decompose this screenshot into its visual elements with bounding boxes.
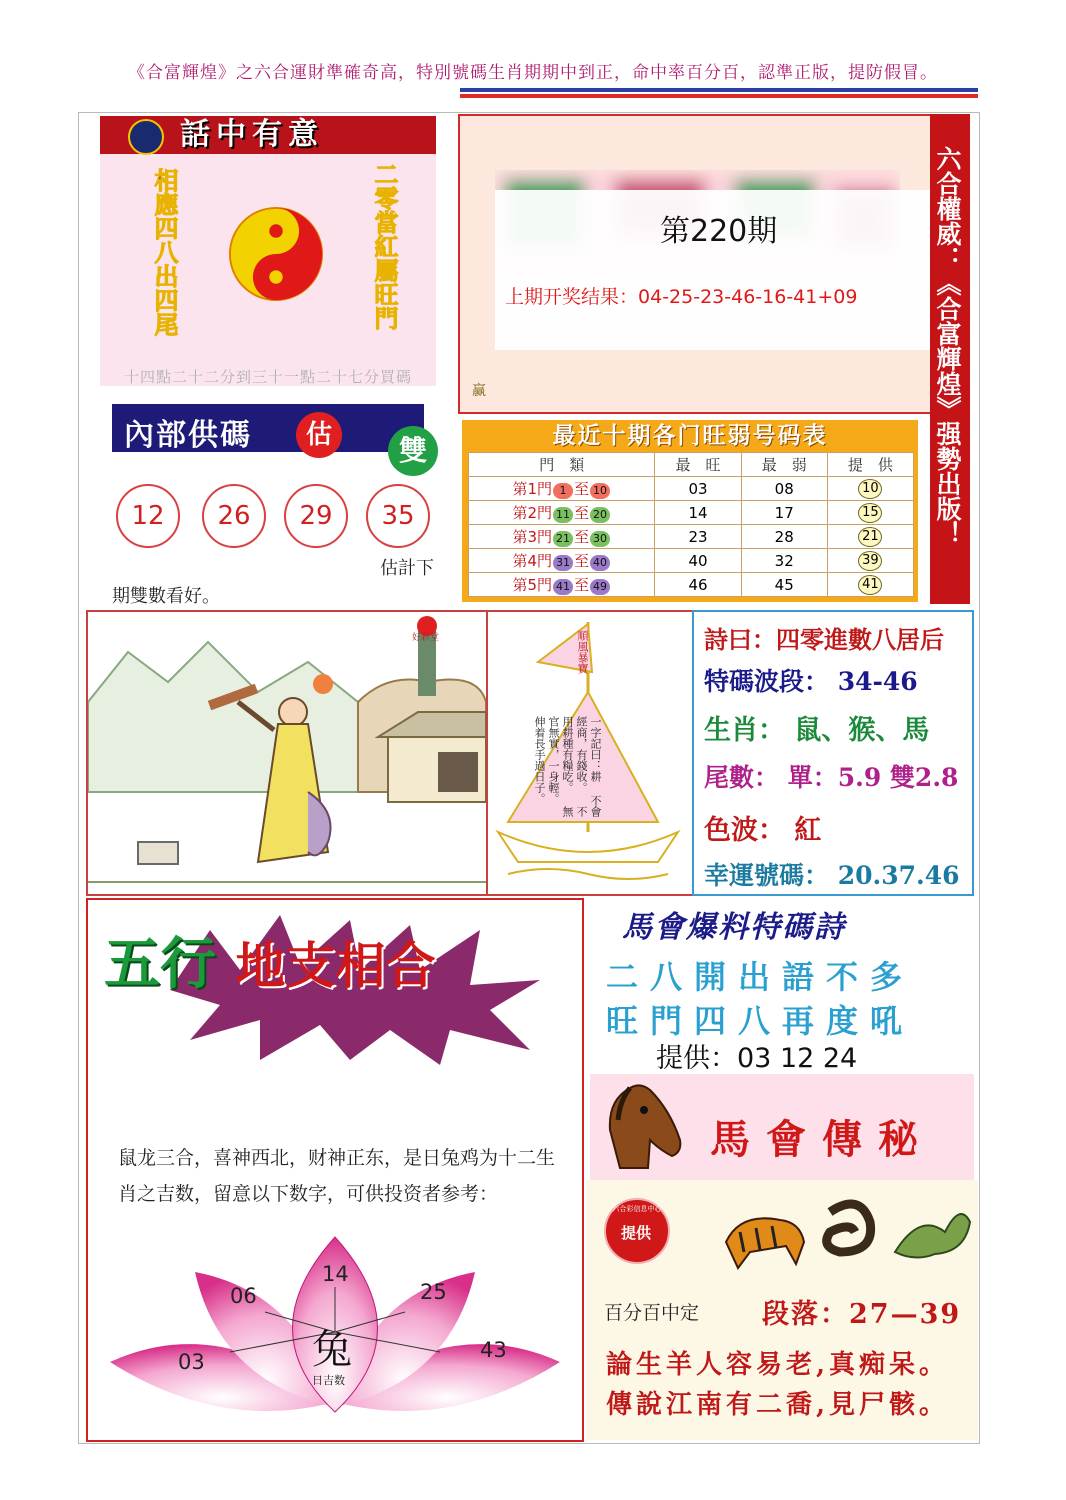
verse-line: 論生羊人容易老,真痴呆。 (606, 1350, 950, 1380)
door-label: 第4門 (512, 552, 552, 570)
color-value: 紅 (794, 815, 822, 846)
range-to: 49 (590, 579, 610, 595)
poem-line: 詩曰：四零進數八居后 (704, 625, 944, 654)
zodiac-row (704, 708, 929, 747)
provide-cell (827, 477, 913, 501)
lotus-number: 14 (322, 1262, 349, 1286)
range-from: 1 (553, 483, 573, 499)
sail-poem-line: 不會經商，有錢收。 (575, 716, 602, 817)
estimate-note-2: 期雙數看好。 (112, 586, 220, 607)
provide-value: 10 (858, 479, 882, 499)
badge-double: 雙 (388, 426, 438, 476)
sail-poem-line: 一字記曰：耕 (589, 716, 602, 782)
table-header: 門 類 (469, 453, 655, 477)
table-row (469, 501, 914, 525)
wuxing-text: 鼠龙三合，喜神西北，财神正东，是日兔鸡为十二生肖之吉数，留意以下数字，可供投资者参考： (118, 1147, 556, 1205)
club-poem-provide: 提供：03 12 24 (656, 1043, 858, 1074)
range-from: 11 (553, 507, 573, 523)
tail-value: 單：5.9 雙2.8 (787, 763, 959, 792)
hint-right-column: 二零當紅屬旺門 (370, 162, 399, 330)
club-secret-title: 馬會傳秘 (710, 1116, 934, 1163)
issue-number: 第220期 (660, 214, 778, 249)
min-cell: 08 (741, 477, 827, 501)
club-poem-line: 二八開出語不多 (606, 958, 915, 996)
range-to: 20 (590, 507, 610, 523)
table-row (469, 573, 914, 597)
hint-left-column: 相應四八出四尾 (150, 168, 179, 336)
sail-poem-line: 不用耕種有糧吃。 (561, 716, 588, 817)
yin-yang-icon (228, 206, 324, 302)
max-cell: 46 (655, 573, 741, 597)
sure-text: 百分百中定 (604, 1302, 700, 1324)
table-header-row (469, 453, 914, 477)
provide-cell (827, 525, 913, 549)
door-cell (469, 525, 655, 549)
last-result-label: 上期开奖结果： (505, 286, 639, 308)
logo-icon (128, 119, 164, 155)
range-to: 10 (590, 483, 610, 499)
win-char: 赢 (472, 383, 486, 399)
club-poem-line: 旺門四八再度吼 (606, 1002, 915, 1040)
sail-panel (486, 610, 694, 896)
tail-row (704, 758, 958, 794)
min-cell: 45 (741, 573, 827, 597)
wuxing-title (104, 920, 436, 1000)
sail-poem (532, 716, 602, 826)
seal-text: 提供 (620, 1224, 651, 1242)
wave-row (704, 662, 918, 698)
badge-single: 單 (345, 404, 375, 439)
max-cell: 03 (655, 477, 741, 501)
supply-number: 26 (202, 484, 266, 548)
sail-poem-line: 無官無實，一身輕。 (547, 716, 574, 817)
supply-number: 12 (116, 484, 180, 548)
hint-title: 話中有意 (180, 117, 324, 152)
door-label: 第3門 (512, 528, 552, 546)
supply-number: 29 (284, 484, 348, 548)
range-from: 41 (553, 579, 573, 595)
color-label: 色波： (704, 815, 785, 846)
table-header: 最 旺 (655, 453, 741, 477)
lotus-number: 43 (480, 1338, 507, 1362)
provide-cell (827, 573, 913, 597)
picture-seal: 好彩堂 (412, 633, 440, 643)
lucky-row (704, 856, 960, 892)
seal-ring: 六合彩信息中心 (612, 1205, 662, 1213)
side-banner-text: 六合權威：《合富輝煌》强勢出版！ (933, 146, 962, 546)
range-from: 31 (553, 555, 573, 571)
supply-number: 35 (366, 484, 430, 548)
zodiac-label: 生肖： (704, 715, 785, 746)
table-row (469, 525, 914, 549)
lotus-number: 06 (230, 1284, 257, 1308)
lucky-value: 20.37.46 (837, 861, 960, 890)
provide-value: 15 (858, 503, 882, 523)
verse-line: 傳說江南有二喬,見尸骸。 (606, 1390, 950, 1420)
max-cell: 14 (655, 501, 741, 525)
max-cell: 23 (655, 525, 741, 549)
illustration-panel (86, 610, 488, 896)
range-to-char: 至 (573, 528, 589, 546)
range-to: 40 (590, 555, 610, 571)
provide-cell (827, 501, 913, 525)
range-from: 21 (553, 531, 573, 547)
wuxing-title-a: 五行 (104, 931, 216, 997)
provide-value: 21 (858, 527, 882, 547)
lotus-number: 03 (178, 1350, 205, 1374)
wuxing-title-b: 地支相合 (235, 936, 436, 995)
table-row (469, 477, 914, 501)
min-cell: 28 (741, 525, 827, 549)
range-to-char: 至 (573, 504, 589, 522)
last-result-numbers: 04-25-23-46-16-41+09 (638, 286, 858, 308)
lotus-sub: 日吉数 (312, 1374, 345, 1387)
tail-label: 尾數： (704, 763, 780, 792)
table-row (469, 549, 914, 573)
door-cell (469, 501, 655, 525)
color-row (704, 808, 821, 847)
last-result (505, 282, 857, 309)
internal-title: 內部供碼 (124, 418, 252, 453)
zodiac-value: 鼠、猴、馬 (794, 715, 930, 746)
lucky-label: 幸運號碼： (704, 861, 830, 890)
horse-icon (600, 1080, 684, 1172)
table-header: 提 供 (827, 453, 913, 477)
club-poem-title: 馬會爆料特碼詩 (622, 910, 846, 945)
range-to-char: 至 (573, 576, 589, 594)
farmer-illustration (88, 612, 486, 894)
lotus-number: 25 (420, 1280, 447, 1304)
range-to-char: 至 (573, 480, 589, 498)
wave-value: 34-46 (837, 667, 918, 696)
segment-text: 段落：27—39 (762, 1299, 962, 1330)
zodiac-animals-illustration (720, 1192, 974, 1276)
provide-value: 41 (858, 575, 882, 595)
door-cell (469, 549, 655, 573)
range-to: 30 (590, 531, 610, 547)
sail-poem-line: 伸着長手過日子。 (533, 716, 546, 804)
table-header: 最 弱 (741, 453, 827, 477)
hint-footer: 十四點二十二分到三十一點二十七分買碼 (123, 368, 412, 386)
min-cell: 17 (741, 501, 827, 525)
door-table (468, 452, 914, 597)
door-cell (469, 477, 655, 501)
provide-cell (827, 549, 913, 573)
estimate-note-1: 估計下 (380, 558, 434, 579)
door-label: 第1門 (512, 480, 552, 498)
poem-panel (692, 610, 974, 896)
door-table-title: 最近十期各门旺弱号码表 (552, 422, 828, 449)
door-label: 第2門 (512, 504, 552, 522)
badge-estimate: 估 (296, 412, 342, 458)
sail-flag: 順風暴寶 (576, 630, 589, 674)
max-cell: 40 (655, 549, 741, 573)
range-to-char: 至 (573, 552, 589, 570)
header-notice: 《合富輝煌》之六合運財準確奇高，特別號碼生肖期期中到正，命中率百分百，認準正版，提防假冒。 (128, 63, 938, 83)
wave-label: 特碼波段： (704, 667, 830, 696)
lotus-center: 兔 (312, 1327, 352, 1373)
door-label: 第5門 (512, 576, 552, 594)
min-cell: 32 (741, 549, 827, 573)
header-stripes (460, 88, 978, 106)
provide-value: 39 (858, 551, 882, 571)
door-cell (469, 573, 655, 597)
